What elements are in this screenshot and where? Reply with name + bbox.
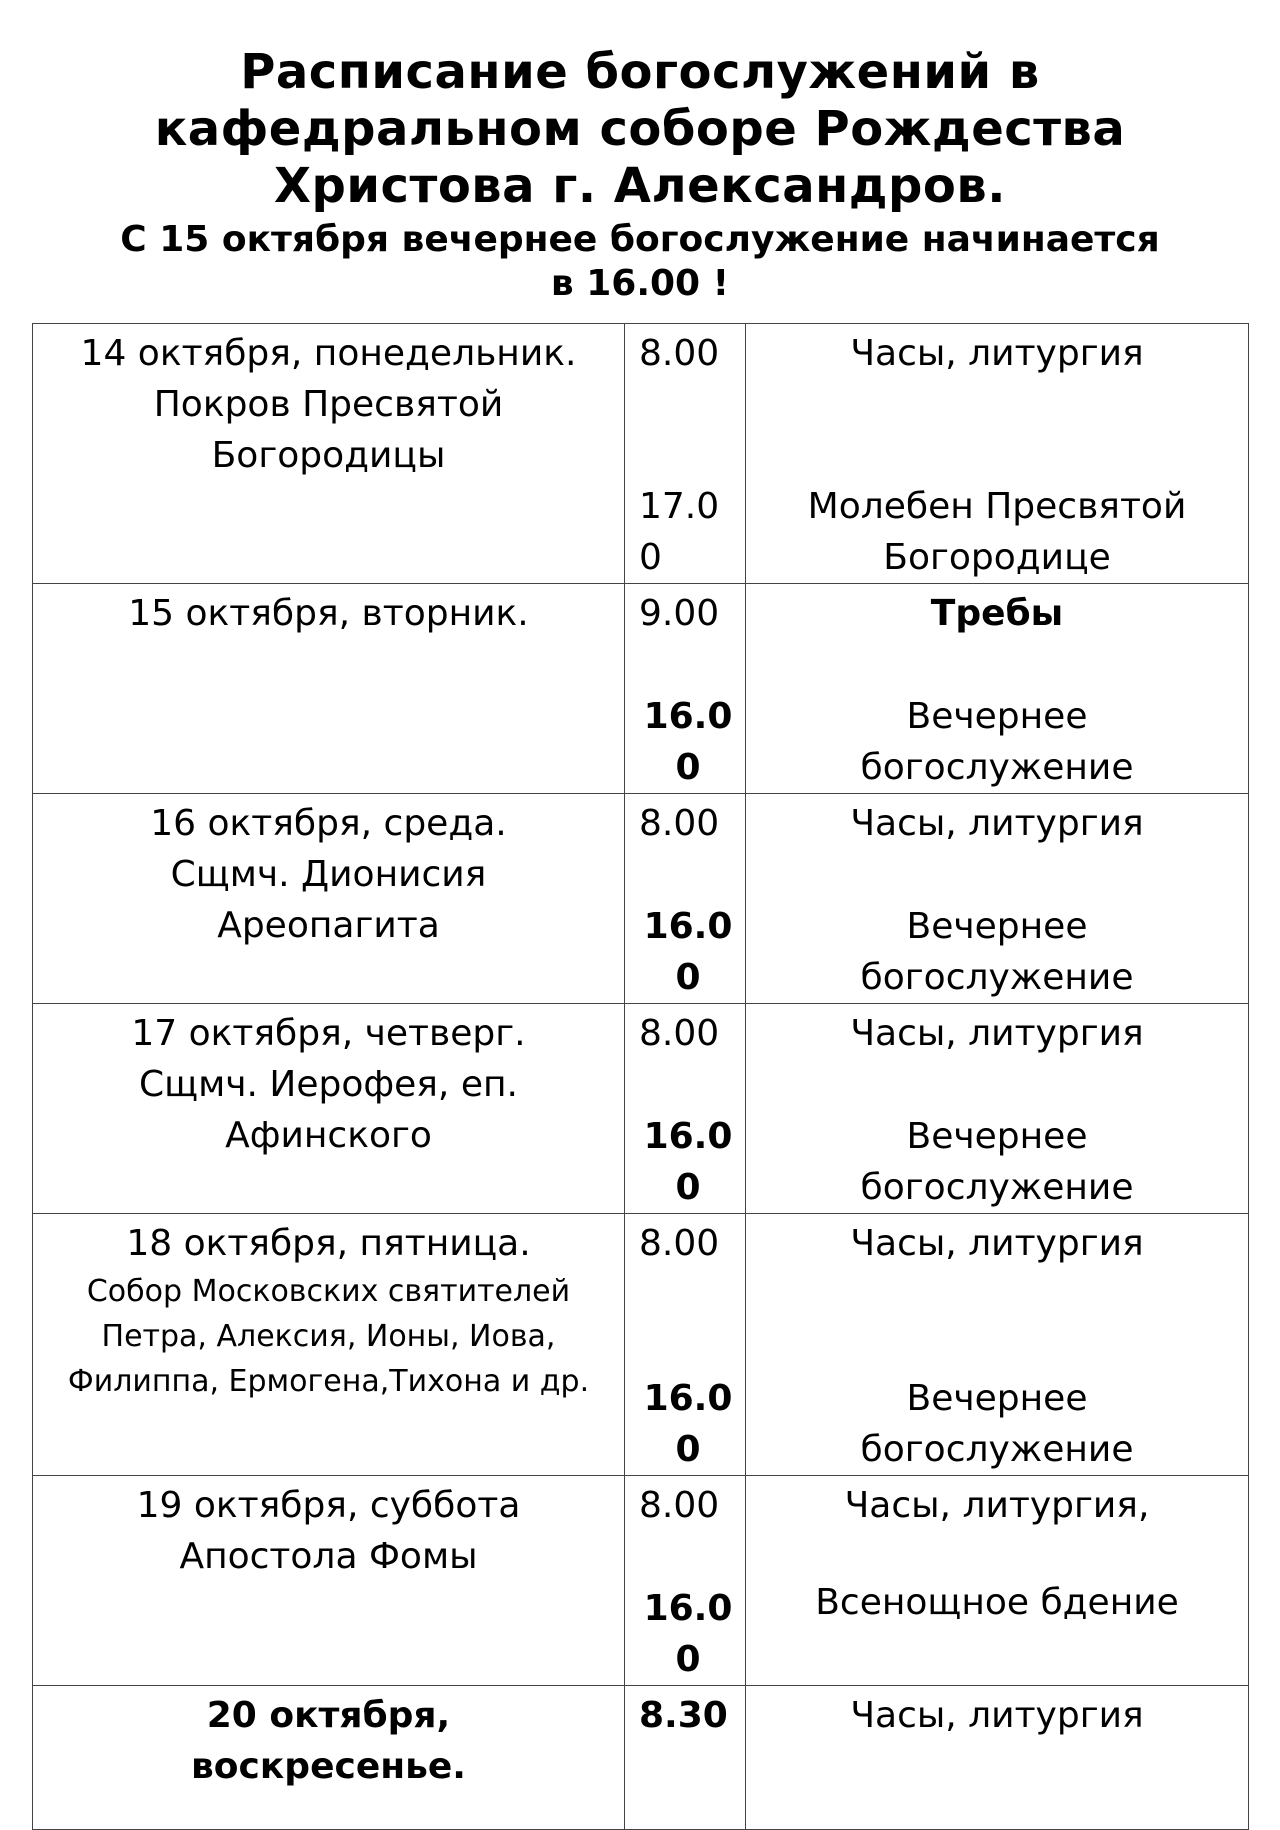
service-time: 9.00 [639, 593, 720, 634]
service-cell [746, 324, 1249, 584]
day-title: 16 октября, среда. [150, 803, 507, 844]
day-title: 20 октября, воскресенье. [191, 1695, 466, 1787]
service-cell [746, 1476, 1249, 1686]
table-row [33, 584, 1249, 794]
service-cell [746, 1004, 1249, 1214]
time-cell [625, 794, 746, 1004]
service-time: 8.00 [639, 1485, 720, 1526]
table-row [33, 1686, 1249, 1830]
service-name: Часы, литургия [850, 1223, 1144, 1264]
feast-name: Сщмч. Иерофея, еп. Афинского [139, 1064, 518, 1156]
service-name: Часы, литургия [850, 1695, 1144, 1736]
time-cell [625, 1476, 746, 1686]
service-name: Требы [930, 593, 1064, 634]
table-row [33, 794, 1249, 1004]
feast-name: Собор Московских святителей Петра, Алексия, Ионы, Иова, Филиппа, Ермогена,Тихона и др. [67, 1274, 590, 1399]
table-row [33, 324, 1249, 584]
service-time: 8.00 [639, 1223, 720, 1264]
table-row [33, 1004, 1249, 1214]
day-cell [33, 584, 625, 794]
feast-name: Апостола Фомы [179, 1536, 478, 1577]
day-title: 15 октября, вторник. [128, 593, 529, 634]
day-cell [33, 1686, 625, 1830]
service-name: Часы, литургия [850, 333, 1144, 374]
title-line-2: кафедральном соборе Рождества [154, 101, 1126, 157]
service-name: Вечернее богослужение [860, 906, 1134, 998]
service-time: 8.00 [639, 333, 720, 374]
title-line-1: Расписание богослужений в [240, 44, 1040, 100]
service-name: Вечернее богослужение [860, 696, 1134, 788]
service-time: 16.00 [643, 1378, 733, 1470]
day-title: 14 октября, понедельник. [80, 333, 577, 374]
service-time: 16.00 [643, 906, 733, 998]
day-cell [33, 1214, 625, 1476]
time-cell [625, 1004, 746, 1214]
service-cell [746, 584, 1249, 794]
service-cell [746, 1686, 1249, 1830]
service-name: Вечернее богослужение [860, 1116, 1134, 1208]
table-row [33, 1214, 1249, 1476]
service-name: Часы, литургия, [844, 1485, 1150, 1526]
notice-line-2: в 16.00 ! [550, 263, 730, 304]
day-title: 17 октября, четверг. [131, 1013, 526, 1054]
service-name: Всенощное бдение [815, 1582, 1179, 1623]
service-name: Молебен Пресвятой Богородице [807, 486, 1187, 578]
service-time: 8.30 [639, 1695, 728, 1736]
service-time: 17.00 [639, 486, 720, 578]
feast-name: Покров Пресвятой Богородицы [153, 384, 504, 476]
service-cell [746, 1214, 1249, 1476]
time-cell [625, 1214, 746, 1476]
time-cell [625, 584, 746, 794]
schedule-table [32, 323, 1249, 1830]
time-cell [625, 1686, 746, 1830]
notice-line-1: С 15 октября вечернее богослужение начинается [120, 219, 1160, 260]
service-time: 8.00 [639, 1013, 720, 1054]
service-time: 16.00 [643, 1116, 733, 1208]
day-cell [33, 794, 625, 1004]
service-name: Вечернее богослужение [860, 1378, 1134, 1470]
document-title [40, 44, 1240, 215]
schedule-notice [40, 218, 1240, 306]
service-name: Часы, литургия [850, 803, 1144, 844]
day-title: 18 октября, пятница. [126, 1223, 531, 1264]
day-cell [33, 1476, 625, 1686]
service-time: 16.00 [643, 696, 733, 788]
service-cell [746, 794, 1249, 1004]
time-cell [625, 324, 746, 584]
day-cell [33, 324, 625, 584]
feast-name: Сщмч. Дионисия Ареопагита [170, 854, 487, 946]
service-name: Часы, литургия [850, 1013, 1144, 1054]
table-row [33, 1476, 1249, 1686]
service-time: 8.00 [639, 803, 720, 844]
title-line-3: Христова г. Александров. [274, 158, 1006, 214]
day-cell [33, 1004, 625, 1214]
service-time: 16.00 [643, 1588, 733, 1680]
day-title: 19 октября, суббота [136, 1485, 521, 1526]
